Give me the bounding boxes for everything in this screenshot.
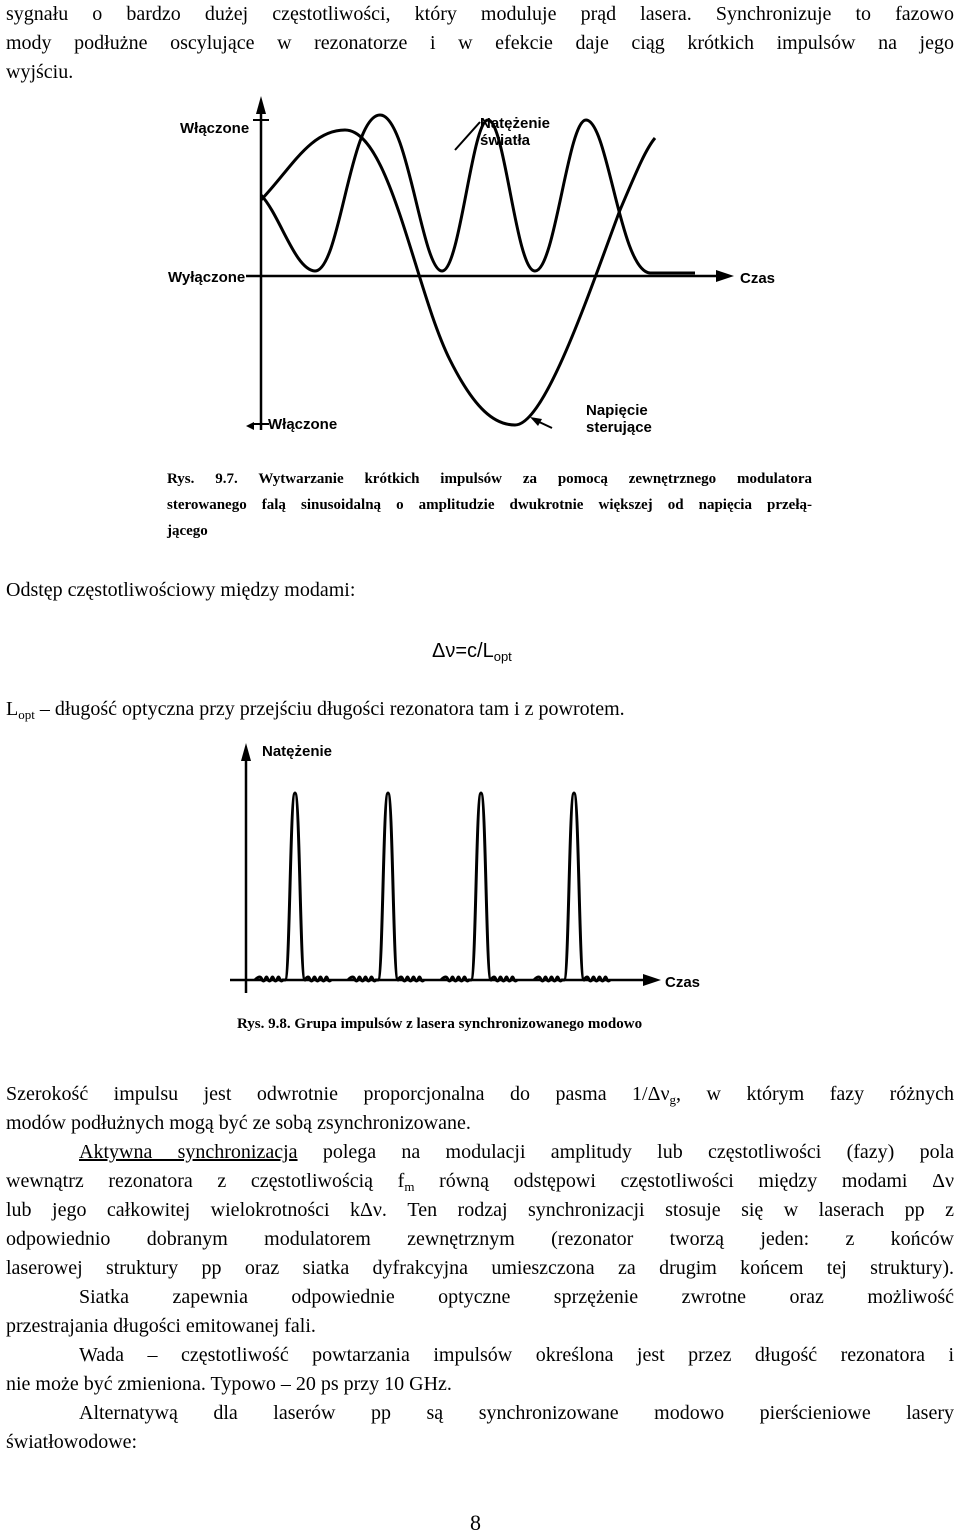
active-sync-line-4: odpowiednio dobranym modulatorem zewnętrznym (rezonator tworzą jeden: z końców: [6, 1228, 954, 1250]
label-intensity: Natężenie: [262, 743, 333, 760]
label-on-top: Włączone: [180, 120, 250, 137]
pulse-3: [441, 793, 517, 981]
light-intensity-curve: [261, 115, 695, 273]
mode-spacing-text: Odstęp częstotliwościowy między modami:: [6, 579, 356, 601]
label-light-intensity-2: światła: [480, 132, 531, 149]
label-time-2: Czas: [665, 974, 701, 991]
intro-line-3: wyjściu.: [6, 61, 74, 83]
control-voltage-curve: [261, 130, 655, 425]
pulse-width-line-2: modów podłużnych mogą być ze sobą zsynchronizowane.: [6, 1112, 471, 1134]
label-off: Wyłączone: [168, 269, 246, 286]
grating-line-1: Siatka zapewnia odpowiednie optyczne sprzężenie zwrotne oraz możliwość: [79, 1286, 954, 1308]
active-sync-line-3: lub jego całkowitej wielokrotności kΔν. Ten rodzaj synchronizacji stosuje się w laserach pp z: [6, 1199, 954, 1221]
intro-line-2: mody podłużne oscylujące w rezonatorze i w efekcie daje ciąg krótkich impulsów na jego: [6, 32, 954, 54]
alternative-line-2: światłowodowe:: [6, 1431, 138, 1453]
grating-line-2: przestrajania długości emitowanej fali.: [6, 1315, 316, 1337]
active-sync-line-2: wewnątrz rezonatora z częstotliwością $f_m$ równą odstępowi częstotliwości między modami Δν: [6, 1170, 954, 1194]
active-sync-line-5: laserowej struktury pp oraz siatka dyfrakcyjna umieszczona za drugim końcem tej struktury).: [6, 1257, 954, 1279]
label-light-intensity: Natężenie: [480, 115, 551, 132]
figure-modulator-diagram: [150, 90, 810, 450]
active-sync-term: Aktywna synchronizacja: [79, 1141, 298, 1163]
page-number: 8: [470, 1510, 481, 1535]
pulse-group: [255, 793, 610, 981]
formula-mode-spacing: $\Delta\nu=c/L_{opt}$: [432, 640, 512, 664]
pulse-2: [348, 793, 424, 981]
drawback-line-2: nie może być zmieniona. Typowo – 20 ps przy 10 GHz.: [6, 1373, 452, 1395]
drawback-line-1: Wada – częstotliwość powtarzania impulsów określona jest przez długość rezonatora i: [79, 1344, 954, 1366]
pulse-4: [534, 793, 610, 981]
label-control-voltage-2: sterujące: [586, 419, 652, 436]
alternative-line-1: Alternatywą dla laserów pp są synchronizowane modowo pierścieniowe lasery: [79, 1402, 954, 1424]
lopt-definition: $L_{opt}$ – długość optyczna przy przejściu długości rezonatora tam i z powrotem.: [6, 698, 625, 722]
figure-pulse-train: [225, 735, 715, 1010]
label-on-bottom: Włączone: [268, 416, 338, 433]
label-control-voltage: Napięcie: [586, 402, 648, 419]
pulse-1: [255, 793, 331, 981]
label-time: Czas: [740, 270, 776, 287]
figure-1-caption: Rys. 9.7. Wytwarzanie krótkich impulsów za pomocą zewnętrznego modulatora sterowanego falą sinusoidalną o amplitudzie dwukrotnie większej od napięcia przełą- jącego: [167, 471, 812, 539]
active-sync-line-1: Aktywna synchronizacja polega na modulacji amplitudy lub częstotliwości (fazy) pola: [79, 1141, 955, 1163]
pulse-width-line-1: Szerokość impulsu jest odwrotnie proporcjonalna do pasma $1/\Delta\nu_g$, w którym fazy różnych: [6, 1083, 955, 1107]
intro-line-1: sygnału o bardzo dużej częstotliwości, który moduluje prąd lasera. Synchronizuje to fazowo: [6, 3, 954, 25]
figure-2-caption: Rys. 9.8. Grupa impulsów z lasera synchronizowanego modowo: [237, 1016, 643, 1032]
